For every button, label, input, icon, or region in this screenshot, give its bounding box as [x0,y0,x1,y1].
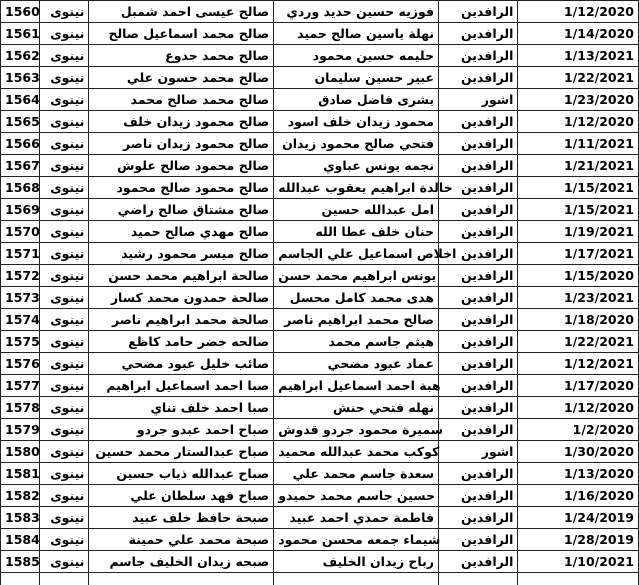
cell-related-name: عماد عبود مضحي [274,353,439,375]
cell-related-name: شيماء جمعه محسن محمود [274,529,439,551]
cell-related-name: حليمه حسين محمود [274,45,439,67]
table-row [1,221,639,243]
cell-date: 1/17/2021 [518,243,639,265]
cell-number: 1578 [1,397,40,419]
cell-full-name: صالح مشتاق صالح راضي [89,199,274,221]
cell-bank: الرافدين [439,529,518,551]
cell-date: 1/24/2019 [518,507,639,529]
cell-bank: الرافدين [439,67,518,89]
cell-related-name: اخلاص اسماعيل علي الجاسم [274,243,439,265]
cell-date: 1/22/2021 [518,67,639,89]
cell-full-name: صباح احمد عبدو جردو [89,419,274,441]
cell-governorate: نينوى [40,111,89,133]
cell-number: 1566 [1,133,40,155]
cell-full-name: صالح محمود صالح محمود [89,177,274,199]
cell-number: 1574 [1,309,40,331]
cell-governorate: نينوى [40,67,89,89]
cell-date [518,573,639,585]
table-row [1,485,639,507]
cell-bank: الرافدين [439,331,518,353]
cell-governorate: نينوى [40,221,89,243]
cell-date: 1/30/2020 [518,441,639,463]
cell-governorate: نينوى [40,177,89,199]
cell-date: 1/15/2021 [518,199,639,221]
cell-full-name: صالح محمود صالح علوش [89,155,274,177]
cell-governorate: نينوى [40,397,89,419]
table-row [1,287,639,309]
cell-date: 1/19/2021 [518,221,639,243]
cell-governorate: نينوى [40,155,89,177]
cell-number: 1582 [1,485,40,507]
cell-related-name: حسين جاسم محمد حميدو [274,485,439,507]
cell-bank: الرافدين [439,177,518,199]
cell-related-name: نهله فتحي حنش [274,397,439,419]
cell-governorate: نينوى [40,45,89,67]
cell-governorate: نينوى [40,441,89,463]
cell-bank: اشور [439,441,518,463]
cell-full-name: صباح عبدالله ذياب حسين [89,463,274,485]
cell-full-name: صالح محمود زيدان خلف [89,111,274,133]
cell-related-name: كوكب محمد عبدالله محميد [274,441,439,463]
cell-bank: الرافدين [439,507,518,529]
cell-number [1,573,40,585]
table-row [1,463,639,485]
cell-governorate: نينوى [40,375,89,397]
table-row [1,67,639,89]
cell-full-name: صالحه خضر حامد كاظع [89,331,274,353]
cell-date: 1/12/2021 [518,353,639,375]
cell-number: 1567 [1,155,40,177]
cell-governorate: نينوى [40,23,89,45]
cell-related-name: يونس ابراهيم محمد حسن [274,265,439,287]
cell-governorate: نينوى [40,1,89,23]
table-row [1,45,639,67]
cell-number: 1561 [1,23,40,45]
table-row [1,111,639,133]
cell-bank: الرافدين [439,287,518,309]
cell-full-name: صالحة محمد ابراهيم ناصر [89,309,274,331]
cell-bank: الرافدين [439,353,518,375]
table-row [1,551,639,573]
cell-date: 1/15/2020 [518,265,639,287]
cell-number: 1568 [1,177,40,199]
table-row [1,1,639,23]
cell-bank: الرافدين [439,397,518,419]
cell-governorate: نينوى [40,353,89,375]
cell-bank: الرافدين [439,485,518,507]
cell-bank: الرافدين [439,221,518,243]
cell-related-name: محمود زيدان خلف اسود [274,111,439,133]
cell-number: 1560 [1,1,40,23]
cell-governorate: نينوى [40,309,89,331]
cell-full-name: صالح ميسر محمود رشيد [89,243,274,265]
cell-bank: الرافدين [439,551,518,573]
cell-governorate: نينوى [40,485,89,507]
cell-number: 1572 [1,265,40,287]
cell-related-name [274,573,439,585]
cell-full-name [89,573,274,585]
cell-related-name: سميرة محمود جردو قدوش [274,419,439,441]
cell-related-name: امل عبدالله حسين [274,199,439,221]
cell-governorate: نينوى [40,133,89,155]
cell-date: 1/2/2020 [518,419,639,441]
cell-full-name: صالح مهدي صالح حميد [89,221,274,243]
cell-governorate: نينوى [40,529,89,551]
cell-bank: الرافدين [439,1,518,23]
cell-bank: الرافدين [439,309,518,331]
cell-full-name: صالح محمد جدوع [89,45,274,67]
table-row [1,177,639,199]
cell-date: 1/12/2020 [518,397,639,419]
table-row [1,89,639,111]
cell-number: 1564 [1,89,40,111]
cell-related-name: هدى محمد كامل محسل [274,287,439,309]
cell-bank: الرافدين [439,265,518,287]
cell-related-name: هيثم جاسم محمد [274,331,439,353]
cell-full-name: صالح محمد اسماعيل صالح [89,23,274,45]
cell-date: 1/13/2020 [518,463,639,485]
cell-governorate: نينوى [40,551,89,573]
cell-date: 1/12/2020 [518,1,639,23]
cell-governorate: نينوى [40,199,89,221]
cell-full-name: صالح محمود زيدان ناصر [89,133,274,155]
cell-full-name: صبحه زيدان الخليف جاسم [89,551,274,573]
cell-bank: الرافدين [439,23,518,45]
cell-related-name: خالدة ابراهيم يعقوب عبدالله [274,177,439,199]
cell-full-name: صبا احمد خلف تناي [89,397,274,419]
cell-bank: الرافدين [439,133,518,155]
cell-full-name: صالح عيسى احمد شمبل [89,1,274,23]
cell-governorate: نينوى [40,463,89,485]
cell-date: 1/15/2021 [518,177,639,199]
table-row [1,507,639,529]
cell-governorate: نينوى [40,243,89,265]
cell-related-name: بشرى فاضل صادق [274,89,439,111]
cell-number: 1575 [1,331,40,353]
cell-date: 1/13/2021 [518,45,639,67]
table-row [1,353,639,375]
cell-date: 1/21/2021 [518,155,639,177]
cell-full-name: صباح عبدالستار محمد حسين [89,441,274,463]
cell-governorate: نينوى [40,89,89,111]
cell-number: 1563 [1,67,40,89]
table-row [1,23,639,45]
cell-number: 1585 [1,551,40,573]
cell-bank: اشور [439,89,518,111]
cell-full-name: صبا احمد اسماعيل ابراهيم [89,375,274,397]
cell-full-name: صبحة حافظ خلف عبيد [89,507,274,529]
cell-date: 1/16/2020 [518,485,639,507]
table-row [1,155,639,177]
cell-related-name: رباح زيدان الخليف [274,551,439,573]
cell-date: 1/17/2020 [518,375,639,397]
cell-related-name: عبير حسين سليمان [274,67,439,89]
cell-number: 1571 [1,243,40,265]
cell-related-name: صالح محمد ابراهيم ناصر [274,309,439,331]
table-row [1,243,639,265]
records-body [1,1,639,585]
cell-bank: الرافدين [439,45,518,67]
cell-date: 1/22/2021 [518,331,639,353]
cell-number: 1569 [1,199,40,221]
cell-governorate: نينوى [40,287,89,309]
cell-full-name: صالحة حمدون محمد كسار [89,287,274,309]
cell-date: 1/18/2020 [518,309,639,331]
cell-bank: الرافدين [439,463,518,485]
cell-bank: الرافدين [439,155,518,177]
cell-date: 1/14/2020 [518,23,639,45]
cell-governorate [40,573,89,585]
cell-number: 1570 [1,221,40,243]
table-row [1,397,639,419]
cell-date: 1/11/2021 [518,133,639,155]
cell-related-name: حنان خلف عطا الله [274,221,439,243]
cell-governorate: نينوى [40,331,89,353]
cell-date: 1/10/2021 [518,551,639,573]
table-row [1,133,639,155]
cell-related-name: هبة احمد اسماعيل ابراهيم [274,375,439,397]
cell-related-name: نجمه يونس عباوي [274,155,439,177]
cell-full-name: صالحة ابراهيم محمد حسن [89,265,274,287]
cell-related-name: نهلة ياسين صالح حميد [274,23,439,45]
cell-number: 1576 [1,353,40,375]
cell-number: 1562 [1,45,40,67]
table-row [1,441,639,463]
cell-related-name: سعدة جاسم محمد علي [274,463,439,485]
cell-bank: الرافدين [439,419,518,441]
cell-date: 1/23/2021 [518,287,639,309]
cell-number: 1565 [1,111,40,133]
cell-governorate: نينوى [40,265,89,287]
cell-related-name: فتحي صالح محمود زيدان [274,133,439,155]
cell-full-name: صبحة محمد علي حمينة [89,529,274,551]
table-row [1,265,639,287]
cell-related-name: فوزيه حسين حديد وردي [274,1,439,23]
cell-number: 1581 [1,463,40,485]
cell-date: 1/28/2019 [518,529,639,551]
cell-related-name: فاطمة حمدي احمد عبيد [274,507,439,529]
cell-number: 1577 [1,375,40,397]
table-row [1,331,639,353]
cell-date: 1/23/2020 [518,89,639,111]
cell-number: 1583 [1,507,40,529]
cell-bank: الرافدين [439,243,518,265]
table-row [1,375,639,397]
cell-full-name: صائب خليل عبود مضحي [89,353,274,375]
cell-number: 1584 [1,529,40,551]
cell-number: 1579 [1,419,40,441]
table-row [1,419,639,441]
cell-bank: الرافدين [439,111,518,133]
cell-governorate: نينوى [40,507,89,529]
cell-date: 1/12/2020 [518,111,639,133]
cell-governorate: نينوى [40,419,89,441]
cell-full-name: صالح محمد حسون علي [89,67,274,89]
table-row [1,529,639,551]
cell-full-name: صباح فهد سلطان علي [89,485,274,507]
table-row [1,309,639,331]
cell-bank [439,573,518,585]
cell-number: 1573 [1,287,40,309]
cell-bank: الرافدين [439,375,518,397]
cell-full-name: صالح محمد صالح محمد [89,89,274,111]
table-row-partial [1,573,639,585]
cell-number: 1580 [1,441,40,463]
cell-bank: الرافدين [439,199,518,221]
table-row [1,199,639,221]
